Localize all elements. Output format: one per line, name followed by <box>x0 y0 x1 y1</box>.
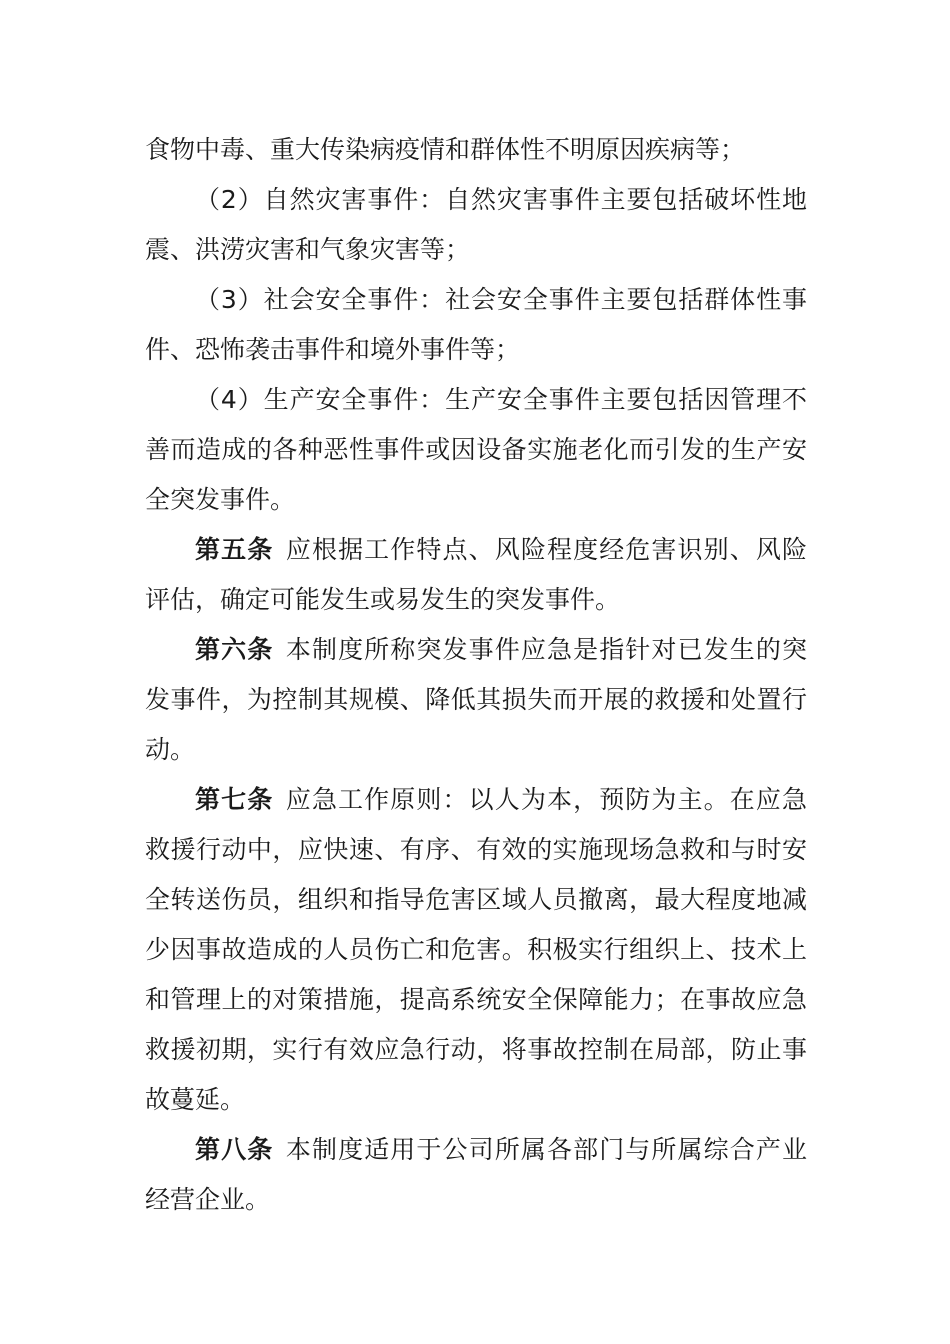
article-6-number: 第六条 <box>195 635 274 664</box>
article-6-text: 本制度所称突发事件应急是指针对已发生的突发事件，为控制其规模、降低其损失而开展的救援和处置行动。 <box>145 635 807 764</box>
paragraph-social-security: （3）社会安全事件：社会安全事件主要包括群体性事件、恐怖袭击事件和境外事件等； <box>145 285 807 364</box>
article-8-number: 第八条 <box>195 1135 274 1164</box>
article-7 <box>145 775 807 1125</box>
document-page <box>145 125 807 1225</box>
article-7-number: 第七条 <box>195 785 274 814</box>
paragraph-production-safety: （4）生产安全事件：生产安全事件主要包括因管理不善而造成的各种恶性事件或因设备实施老化而引发的生产安全突发事件。 <box>145 385 807 514</box>
article-8-text: 本制度适用于公司所属各部门与所属综合产业经营企业。 <box>145 1135 807 1214</box>
article-7-text: 应急工作原则：以人为本，预防为主。在应急救援行动中，应快速、有序、有效的实施现场急救和与时安全转送伤员，组织和指导危害区域人员撤离，最大程度地减少因事故造成的人员伤亡和危害。积极实行组织上、技术上和管理上的对策措施，提高系统安全保障能力；在事故应急救援初期，实行有效应急行动，将事故控制在局部，防止事故蔓延。 <box>145 785 807 1114</box>
article-5 <box>145 525 807 625</box>
paragraph-continuation: 食物中毒、重大传染病疫情和群体性不明原因疾病等； <box>145 135 746 164</box>
article-5-text: 应根据工作特点、风险程度经危害识别、风险评估，确定可能发生或易发生的突发事件。 <box>145 535 807 614</box>
article-8 <box>145 1125 807 1225</box>
article-6 <box>145 625 807 775</box>
paragraph-natural-disaster: （2）自然灾害事件：自然灾害事件主要包括破坏性地震、洪涝灾害和气象灾害等； <box>145 185 807 264</box>
article-5-number: 第五条 <box>195 535 274 564</box>
